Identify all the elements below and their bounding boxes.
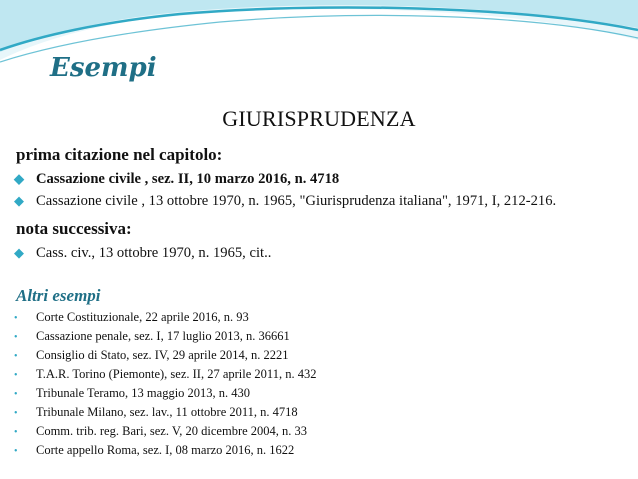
list-item: • Cassazione penale, sez. I, 17 luglio 2013, n. 36661 — [14, 329, 290, 343]
section-label-prima: prima citazione nel capitolo: — [16, 145, 223, 164]
list-item: • T.A.R. Torino (Piemonte), sez. II, 27 aprile 2011, n. 432 — [14, 367, 317, 381]
section-label-nota: nota successiva: — [16, 219, 132, 238]
section-heading: GIURISPRUDENZA — [222, 106, 416, 131]
dot-bullet-icon: • — [14, 427, 18, 438]
diamond-bullet-icon: ◆ — [14, 193, 24, 208]
list-item: ◆ Cassazione civile , sez. II, 10 marzo 2016, n. 4718 — [14, 171, 340, 187]
altri-esempi-heading: Altri esempi — [16, 286, 101, 305]
list-item: • Corte appello Roma, sez. I, 08 marzo 2016, n. 1622 — [14, 443, 295, 457]
list-item: • Tribunale Milano, sez. lav., 11 ottobre 2011, n. 4718 — [14, 405, 298, 419]
dot-bullet-icon: • — [14, 389, 18, 400]
list-item: • Corte Costituzionale, 22 aprile 2016, n. 93 — [14, 310, 249, 324]
diamond-bullet-icon: ◆ — [14, 171, 24, 186]
dot-bullet-icon: • — [14, 313, 18, 324]
dot-bullet-icon: • — [14, 446, 18, 457]
dot-bullet-icon: • — [14, 408, 18, 419]
list-item: • Tribunale Teramo, 13 maggio 2013, n. 430 — [14, 386, 251, 400]
list-item: ◆ Cassazione civile , 13 ottobre 1970, n. 1965, "Giurisprudenza italiana", 1971, I, 212-216. — [14, 193, 557, 209]
slide-title: Esempi — [50, 53, 157, 83]
dot-bullet-icon: • — [14, 332, 18, 343]
list-item: • Comm. trib. reg. Bari, sez. V, 20 dicembre 2004, n. 33 — [14, 424, 308, 438]
dot-bullet-icon: • — [14, 351, 18, 362]
dot-bullet-icon: • — [14, 370, 18, 381]
diamond-bullet-icon: ◆ — [14, 245, 24, 260]
list-item: • Consiglio di Stato, sez. IV, 29 aprile 2014, n. 2221 — [14, 348, 289, 362]
list-item: ◆ Cass. civ., 13 ottobre 1970, n. 1965, cit.. — [14, 245, 272, 261]
